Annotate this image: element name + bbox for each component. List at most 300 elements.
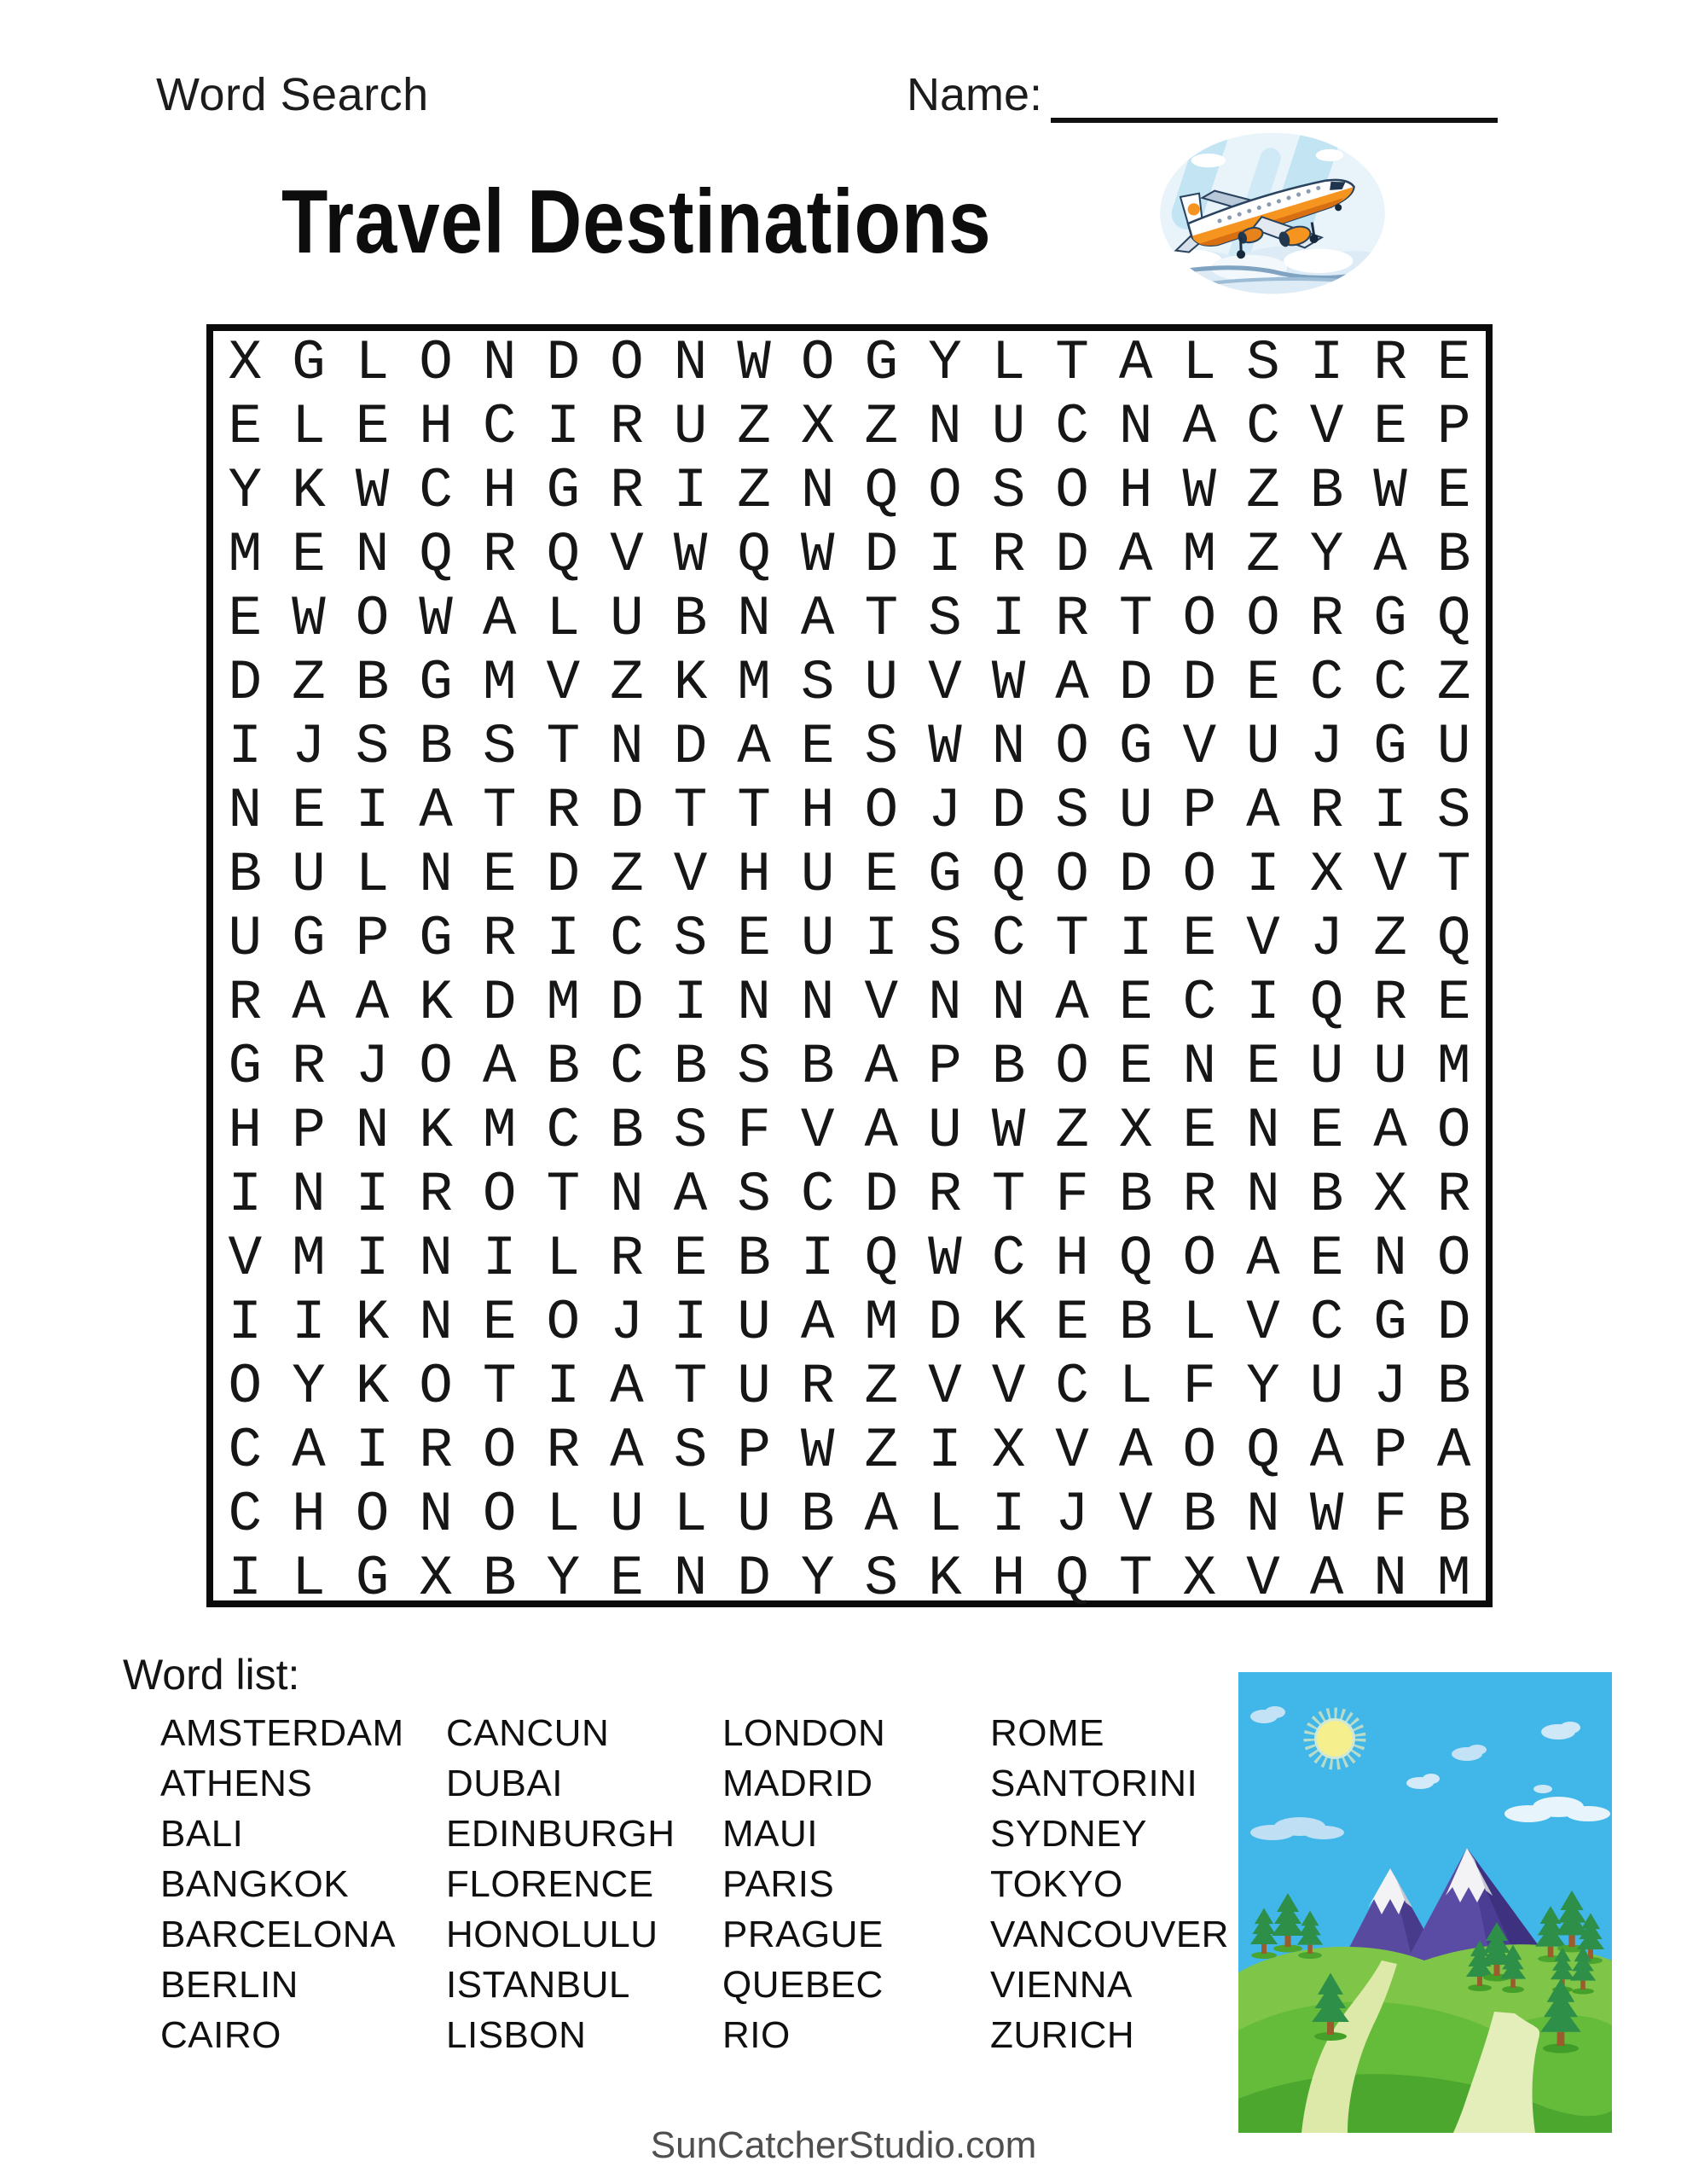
- grid-cell: T: [546, 715, 581, 779]
- grid-cell: R: [482, 907, 517, 971]
- grid-cell: R: [800, 1355, 835, 1419]
- grid-cell: G: [1373, 587, 1407, 651]
- grid-cell: I: [928, 1419, 962, 1483]
- grid-cell: P: [355, 907, 390, 971]
- grid-cell: N: [419, 1227, 453, 1291]
- grid-cell: H: [228, 1099, 263, 1163]
- word-list-item: PARIS: [722, 1862, 835, 1905]
- grid-cell: I: [673, 971, 708, 1035]
- grid-cell: A: [355, 971, 390, 1035]
- grid-cell: H: [737, 843, 771, 907]
- grid-cell: F: [1055, 1163, 1089, 1227]
- grid-cell: P: [1182, 779, 1217, 843]
- word-list-item: HONOLULU: [446, 1913, 658, 1955]
- grid-cell: R: [546, 779, 581, 843]
- grid-cell: T: [482, 1355, 517, 1419]
- grid-cell: Z: [292, 651, 326, 715]
- grid-cell: B: [355, 651, 390, 715]
- grid-cell: B: [419, 715, 453, 779]
- grid-cell: V: [1246, 1547, 1280, 1611]
- grid-cell: X: [228, 331, 263, 395]
- grid-cell: Q: [1436, 907, 1471, 971]
- grid-cell: S: [1436, 779, 1471, 843]
- grid-cell: I: [355, 1227, 390, 1291]
- grid-cell: V: [673, 843, 708, 907]
- grid-cell: N: [991, 971, 1026, 1035]
- grid-cell: N: [355, 1099, 390, 1163]
- grid-cell: T: [1118, 1547, 1153, 1611]
- grid-cell: B: [800, 1483, 835, 1547]
- grid-cell: W: [737, 331, 771, 395]
- word-list-item: BALI: [160, 1812, 244, 1855]
- word-list-item: FLORENCE: [446, 1862, 654, 1905]
- grid-cell: P: [1436, 395, 1471, 459]
- grid-cell: O: [1055, 715, 1089, 779]
- grid-cell: S: [737, 1163, 771, 1227]
- grid-cell: N: [610, 715, 644, 779]
- grid-cell: O: [800, 331, 835, 395]
- grid-cell: O: [610, 331, 644, 395]
- grid-cell: K: [355, 1291, 390, 1355]
- grid-cell: L: [546, 587, 581, 651]
- grid-cell: R: [419, 1419, 453, 1483]
- grid-cell: Q: [991, 843, 1026, 907]
- grid-cell: U: [991, 395, 1026, 459]
- grid-cell: F: [737, 1099, 771, 1163]
- grid-cell: L: [1118, 1355, 1153, 1419]
- grid-cell: I: [355, 779, 390, 843]
- grid-cell: W: [1373, 459, 1407, 523]
- grid-cell: U: [610, 587, 644, 651]
- grid-cell: Z: [864, 1419, 899, 1483]
- grid-cell: E: [292, 523, 326, 587]
- grid-cell: A: [1118, 1419, 1153, 1483]
- grid-cell: M: [737, 651, 771, 715]
- grid-cell: E: [228, 395, 263, 459]
- grid-cell: R: [228, 971, 263, 1035]
- grid-cell: V: [1055, 1419, 1089, 1483]
- grid-cell: Z: [864, 1355, 899, 1419]
- grid-cell: S: [928, 587, 962, 651]
- grid-cell: U: [800, 907, 835, 971]
- grid-cell: M: [228, 523, 263, 587]
- grid-cell: I: [1246, 971, 1280, 1035]
- grid-cell: T: [1055, 907, 1089, 971]
- grid-cell: E: [1373, 395, 1407, 459]
- grid-cell: R: [1309, 779, 1344, 843]
- grid-cell: L: [673, 1483, 708, 1547]
- word-list-item: ROME: [990, 1711, 1104, 1754]
- grid-cell: N: [1182, 1035, 1217, 1099]
- grid-cell: W: [292, 587, 326, 651]
- grid-cell: W: [1309, 1483, 1344, 1547]
- grid-cell: E: [1055, 1291, 1089, 1355]
- grid-cell: V: [1182, 715, 1217, 779]
- footer-site-text: SunCatcherStudio.com: [650, 2124, 1037, 2166]
- grid-cell: A: [1246, 1227, 1280, 1291]
- grid-cell: V: [1246, 1291, 1280, 1355]
- grid-cell: B: [228, 843, 263, 907]
- grid-cell: N: [419, 843, 453, 907]
- grid-cell: G: [1373, 1291, 1407, 1355]
- grid-cell: A: [1309, 1419, 1344, 1483]
- word-search-grid: [206, 324, 1493, 1611]
- grid-cell: A: [482, 587, 517, 651]
- grid-cell: U: [1309, 1035, 1344, 1099]
- grid-cell: N: [419, 1291, 453, 1355]
- grid-cell: U: [1309, 1355, 1344, 1419]
- grid-cell: X: [1182, 1547, 1217, 1611]
- grid-cell: K: [419, 1099, 453, 1163]
- grid-cell: U: [928, 1099, 962, 1163]
- grid-cell: I: [1118, 907, 1153, 971]
- word-list-item: MAUI: [722, 1812, 818, 1855]
- grid-cell: G: [355, 1547, 390, 1611]
- grid-cell: Z: [1373, 907, 1407, 971]
- grid-cell: V: [546, 651, 581, 715]
- grid-cell: R: [991, 523, 1026, 587]
- grid-cell: B: [1182, 1483, 1217, 1547]
- grid-cell: G: [292, 907, 326, 971]
- grid-cell: N: [228, 779, 263, 843]
- word-list-item: ISTANBUL: [446, 1963, 630, 2006]
- grid-cell: E: [1182, 907, 1217, 971]
- grid-cell: W: [419, 587, 453, 651]
- grid-cell: D: [737, 1547, 771, 1611]
- grid-cell: Q: [864, 459, 899, 523]
- grid-cell: B: [737, 1227, 771, 1291]
- grid-cell: I: [991, 587, 1026, 651]
- grid-cell: D: [1055, 523, 1089, 587]
- grid-cell: R: [1373, 331, 1407, 395]
- grid-cell: K: [991, 1291, 1026, 1355]
- grid-cell: O: [482, 1163, 517, 1227]
- grid-cell: I: [228, 1547, 263, 1611]
- grid-cell: J: [1309, 907, 1344, 971]
- grid-cell: N: [1246, 1483, 1280, 1547]
- grid-cell: K: [292, 459, 326, 523]
- grid-cell: A: [1246, 779, 1280, 843]
- grid-cell: Q: [1118, 1227, 1153, 1291]
- grid-cell: O: [228, 1355, 263, 1419]
- grid-cell: N: [673, 1547, 708, 1611]
- grid-cell: E: [292, 779, 326, 843]
- grid-cell: W: [673, 523, 708, 587]
- grid-cell: K: [673, 651, 708, 715]
- cloud-bank: [1158, 246, 1387, 297]
- grid-cell: M: [292, 1227, 326, 1291]
- grid-cell: S: [864, 715, 899, 779]
- grid-cell: B: [1436, 1355, 1471, 1419]
- grid-cell: D: [610, 971, 644, 1035]
- grid-cell: D: [673, 715, 708, 779]
- grid-cell: O: [1436, 1227, 1471, 1291]
- grid-cell: U: [800, 843, 835, 907]
- word-list-item: BANGKOK: [160, 1862, 350, 1905]
- grid-cell: P: [292, 1099, 326, 1163]
- grid-cell: J: [292, 715, 326, 779]
- grid-cell: E: [355, 395, 390, 459]
- grid-cell: G: [292, 331, 326, 395]
- grid-cell: Q: [419, 523, 453, 587]
- word-list-item: LONDON: [722, 1711, 886, 1754]
- grid-cell: T: [546, 1163, 581, 1227]
- grid-cell: R: [1436, 1163, 1471, 1227]
- grid-cell: N: [1246, 1163, 1280, 1227]
- grid-cell: N: [1246, 1099, 1280, 1163]
- grid-cell: V: [1246, 907, 1280, 971]
- grid-cell: W: [355, 459, 390, 523]
- grid-cell: D: [546, 331, 581, 395]
- grid-cell: T: [482, 779, 517, 843]
- grid-cell: B: [1436, 1483, 1471, 1547]
- grid-cell: J: [355, 1035, 390, 1099]
- grid-cell: S: [1055, 779, 1089, 843]
- grid-cell: A: [800, 587, 835, 651]
- grid-cell: O: [928, 459, 962, 523]
- word-list-item: EDINBURGH: [446, 1812, 675, 1855]
- word-list-item: VIENNA: [990, 1963, 1133, 2006]
- grid-cell: L: [292, 395, 326, 459]
- grid-cell: V: [928, 651, 962, 715]
- grid-cell: I: [1309, 331, 1344, 395]
- grid-cell: O: [1055, 1035, 1089, 1099]
- grid-cell: L: [292, 1547, 326, 1611]
- grid-cell: L: [928, 1483, 962, 1547]
- grid-cell: I: [800, 1227, 835, 1291]
- word-list-column: [722, 1708, 885, 2060]
- page-title: Travel Destinations: [281, 171, 992, 272]
- grid-cell: S: [673, 1419, 708, 1483]
- grid-cell: D: [610, 779, 644, 843]
- grid-cell: R: [610, 459, 644, 523]
- grid-cell: E: [1436, 971, 1471, 1035]
- grid-cell: P: [1373, 1419, 1407, 1483]
- grid-cell: U: [1118, 779, 1153, 843]
- grid-cell: D: [1118, 651, 1153, 715]
- grid-cell: C: [800, 1163, 835, 1227]
- mountain-landscape-illustration: [1238, 1672, 1612, 2133]
- grid-cell: D: [1118, 843, 1153, 907]
- grid-cell: N: [673, 331, 708, 395]
- grid-cell: R: [610, 395, 644, 459]
- airplane-illustration: [1158, 130, 1387, 297]
- grid-cell: E: [1118, 1035, 1153, 1099]
- grid-cell: R: [1373, 971, 1407, 1035]
- grid-cell: I: [673, 459, 708, 523]
- grid-cell: L: [355, 843, 390, 907]
- grid-cell: Y: [546, 1547, 581, 1611]
- grid-cell: N: [292, 1163, 326, 1227]
- word-list-column: [446, 1708, 675, 2060]
- word-list-item: RIO: [722, 2013, 791, 2056]
- grid-cell: G: [419, 651, 453, 715]
- name-blank-line: [1051, 82, 1498, 123]
- grid-cell: L: [991, 331, 1026, 395]
- grid-cell: A: [1055, 971, 1089, 1035]
- grid-cell: T: [1436, 843, 1471, 907]
- grid-cell: N: [928, 395, 962, 459]
- grid-cell: Y: [800, 1547, 835, 1611]
- grid-cell: Y: [292, 1355, 326, 1419]
- grid-cell: A: [419, 779, 453, 843]
- grid-cell: D: [546, 843, 581, 907]
- grid-cell: C: [1055, 1355, 1089, 1419]
- grid-cell: J: [1309, 715, 1344, 779]
- grid-cell: A: [292, 971, 326, 1035]
- grid-cell: M: [1436, 1035, 1471, 1099]
- grid-cell: Z: [610, 651, 644, 715]
- grid-cell: E: [1309, 1227, 1344, 1291]
- grid-cell: Z: [1246, 459, 1280, 523]
- grid-cell: U: [610, 1483, 644, 1547]
- grid-cell: Z: [737, 395, 771, 459]
- grid-cell: M: [1182, 523, 1217, 587]
- grid-cell: C: [482, 395, 517, 459]
- grid-cell: K: [419, 971, 453, 1035]
- grid-cell: Q: [1436, 587, 1471, 651]
- grid-cell: I: [228, 1291, 263, 1355]
- grid-cell: Q: [546, 523, 581, 587]
- word-list-column: [990, 1708, 1229, 2060]
- word-list-item: ATHENS: [160, 1762, 313, 1804]
- grid-cell: H: [1118, 459, 1153, 523]
- grid-cell: O: [864, 779, 899, 843]
- grid-cell: I: [228, 715, 263, 779]
- grid-cell: U: [737, 1483, 771, 1547]
- grid-cell: O: [1182, 1227, 1217, 1291]
- grid-cell: R: [610, 1227, 644, 1291]
- grid-cell: A: [482, 1035, 517, 1099]
- grid-cell: A: [1309, 1547, 1344, 1611]
- grid-cell: N: [419, 1483, 453, 1547]
- grid-cell: L: [1182, 331, 1217, 395]
- grid-cell: E: [673, 1227, 708, 1291]
- grid-cell: X: [419, 1547, 453, 1611]
- grid-cell: H: [1055, 1227, 1089, 1291]
- grid-cell: E: [482, 843, 517, 907]
- grid-cell: O: [1436, 1099, 1471, 1163]
- grid-cell: B: [1118, 1291, 1153, 1355]
- grid-cell: N: [991, 715, 1026, 779]
- grid-cell: U: [1246, 715, 1280, 779]
- grid-cell: N: [800, 971, 835, 1035]
- grid-cell: U: [673, 395, 708, 459]
- grid-cell: N: [928, 971, 962, 1035]
- grid-cell: F: [1182, 1355, 1217, 1419]
- grid-cell: A: [292, 1419, 326, 1483]
- grid-cell: A: [1118, 331, 1153, 395]
- grid-cell: D: [864, 1163, 899, 1227]
- grid-cell: N: [800, 459, 835, 523]
- grid-cell: C: [1373, 651, 1407, 715]
- word-list-item: TOKYO: [990, 1862, 1123, 1905]
- grid-cell: B: [546, 1035, 581, 1099]
- grid-cell: O: [482, 1483, 517, 1547]
- grid-cell: E: [1118, 971, 1153, 1035]
- grid-cell: O: [419, 1035, 453, 1099]
- grid-cell: S: [673, 907, 708, 971]
- grid-cell: A: [800, 1291, 835, 1355]
- grid-cell: I: [928, 523, 962, 587]
- grid-cell: C: [1182, 971, 1217, 1035]
- grid-cell: W: [800, 1419, 835, 1483]
- grid-cell: U: [737, 1355, 771, 1419]
- word-list-item: SANTORINI: [990, 1762, 1198, 1804]
- grid-cell: O: [1246, 587, 1280, 651]
- grid-cell: I: [1373, 779, 1407, 843]
- grid-cell: L: [546, 1483, 581, 1547]
- grid-cell: N: [610, 1163, 644, 1227]
- grid-cell: U: [228, 907, 263, 971]
- grid-cell: Q: [737, 523, 771, 587]
- grid-cell: R: [482, 523, 517, 587]
- word-list-heading: Word list:: [123, 1651, 300, 1699]
- grid-cell: V: [1118, 1483, 1153, 1547]
- grid-cell: D: [482, 971, 517, 1035]
- grid-cell: N: [1373, 1227, 1407, 1291]
- grid-cell: B: [1436, 523, 1471, 587]
- grid-cell: U: [1373, 1035, 1407, 1099]
- grid-cell: M: [482, 651, 517, 715]
- grid-cell: M: [1436, 1547, 1471, 1611]
- grid-cell: O: [1055, 843, 1089, 907]
- grid-cell: Z: [737, 459, 771, 523]
- grid-cell: V: [928, 1355, 962, 1419]
- grid-cell: T: [737, 779, 771, 843]
- grid-cell: P: [737, 1419, 771, 1483]
- grid-cell: Q: [864, 1227, 899, 1291]
- grid-cell: V: [610, 523, 644, 587]
- grid-cell: V: [864, 971, 899, 1035]
- word-list-column: [160, 1708, 404, 2060]
- grid-cell: Y: [228, 459, 263, 523]
- grid-cell: A: [1373, 523, 1407, 587]
- word-list-item: QUEBEC: [722, 1963, 884, 2006]
- grid-cell: E: [1246, 1035, 1280, 1099]
- grid-cell: L: [355, 331, 390, 395]
- grid-cell: M: [546, 971, 581, 1035]
- grid-cell: I: [355, 1419, 390, 1483]
- grid-cell: J: [928, 779, 962, 843]
- grid-cell: D: [928, 1291, 962, 1355]
- grid-cell: S: [737, 1035, 771, 1099]
- grid-cell: S: [355, 715, 390, 779]
- grid-cell: G: [864, 331, 899, 395]
- grid-cell: R: [1182, 1163, 1217, 1227]
- grid-cell: V: [1373, 843, 1407, 907]
- grid-cell: O: [355, 1483, 390, 1547]
- grid-cell: E: [800, 715, 835, 779]
- grid-cell: Q: [1246, 1419, 1280, 1483]
- grid-cell: T: [673, 1355, 708, 1419]
- grid-cell: X: [1373, 1163, 1407, 1227]
- grid-cell: W: [928, 715, 962, 779]
- grid-cell: C: [228, 1483, 263, 1547]
- grid-cell: H: [482, 459, 517, 523]
- grid-cell: G: [419, 907, 453, 971]
- word-list-item: CANCUN: [446, 1711, 610, 1754]
- grid-cell: W: [991, 1099, 1026, 1163]
- grid-cell: Y: [928, 331, 962, 395]
- grid-cell: I: [1246, 843, 1280, 907]
- grid-cell: I: [546, 1355, 581, 1419]
- grid-cell: H: [292, 1483, 326, 1547]
- grid-cell: N: [1118, 395, 1153, 459]
- grid-cell: A: [737, 715, 771, 779]
- grid-cell: T: [1118, 587, 1153, 651]
- word-list-item: PRAGUE: [722, 1913, 884, 1955]
